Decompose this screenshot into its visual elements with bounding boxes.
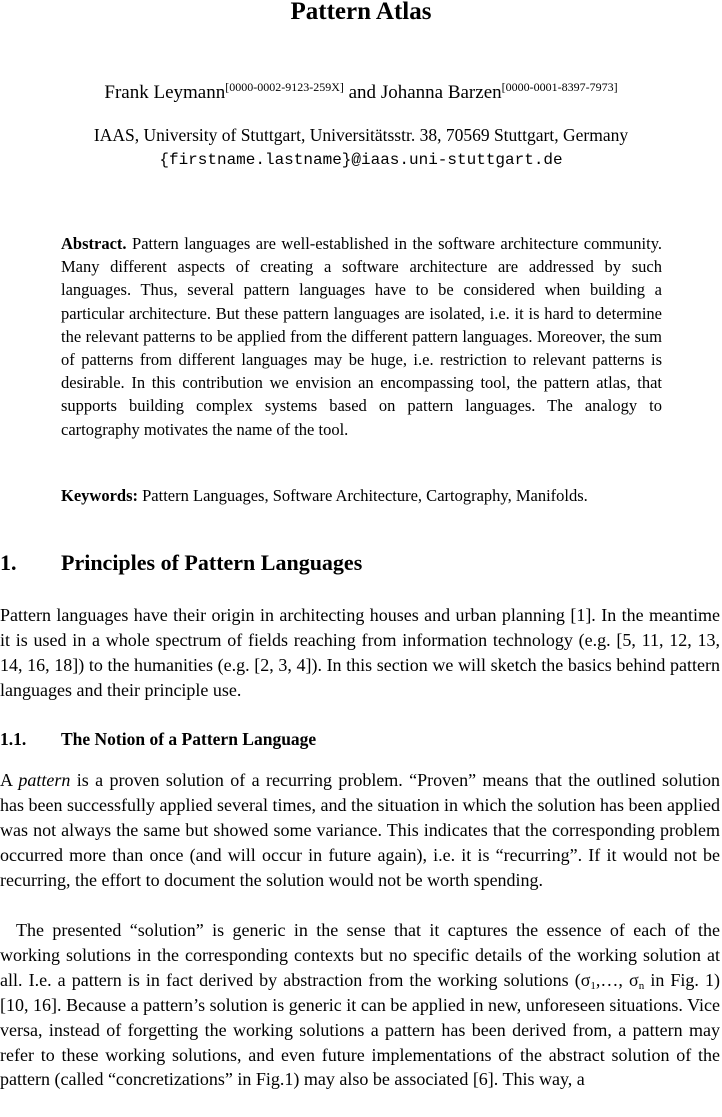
section-title: Principles of Pattern Languages <box>61 550 363 575</box>
abstract <box>61 232 662 441</box>
body-paragraph <box>0 918 720 1092</box>
paragraph-text: is a proven solution of a recurring problem. “Proven” means that the outlined solution has been successfully applied several times, and the situation in which the solution has been applied was not always the same but showed some variance. This indicates that the corresponding problem occurred more than once (and will occur in future again), i.e. it is “recurring”. If it would not be recurring, the effort to document the solution would not be worth spending. <box>0 770 720 890</box>
subsection-number: 1.1. <box>0 729 27 749</box>
body-paragraph <box>0 768 720 893</box>
abstract-label: Abstract. <box>61 234 127 253</box>
paragraph-text: ,…, σ <box>595 969 639 990</box>
section-number: 1. <box>0 550 17 575</box>
orcid-id: [0000-0001-8397-7973] <box>501 80 618 94</box>
keywords <box>61 484 681 507</box>
affiliation: IAAS, University of Stuttgart, Universitätsstr. 38, 70569 Stuttgart, Germany <box>93 125 629 145</box>
abstract-text: Pattern languages are well-established in the software architecture community. Many different aspects of creating a software architecture are addressed by such languages. Thus, several pattern languages have to be considered when building a particular architecture. But these pattern languages are isolated, i.e. it is hard to determine the relevant patterns to be applied from the different pattern languages. Moreover, the sum of patterns from different languages may be huge, i.e. restriction to relevant patterns is desirable. In this contribution we envision an encompassing tool, the pattern atlas, that supports building complex systems based on pattern languages. The analogy to cartography motivates the name of the tool. <box>61 234 662 439</box>
subscript: n <box>638 979 645 992</box>
paragraph-text: A <box>0 770 19 790</box>
subscript: 1 <box>590 979 596 992</box>
section-paragraph: Pattern languages have their origin in architecting houses and urban planning [1]. In the meantime it is used in a whole spectrum of fields reaching from information technology (e.g. [5, 11, 12, 13, 14, 16, 18]) to the humanities (e.g. [2, 3, 4]). In this section we will sketch the basics behind pattern languages and their principle use. <box>0 605 720 700</box>
subsection-title: The Notion of a Pattern Language <box>61 729 317 749</box>
paragraph-text: in Fig. 1) [10, 16]. Because a pattern’s solution is generic it can be applied in new, unforeseen situations. Vice versa, instead of forgetting the working solutions a pattern has been derived from, a pattern may refer to these working solutions, and even future implementations of the abstract solution of the pattern (called “concretizations” in Fig.1) may also be associated [6]. This way, a <box>0 969 721 1090</box>
paper-title: Pattern Atlas <box>290 0 432 25</box>
author-joiner: and <box>343 82 381 103</box>
author-email: {firstname.lastname}@iaas.uni-stuttgart.de <box>159 151 563 169</box>
author-name: Frank Leymann <box>104 82 226 103</box>
keywords-label: Keywords: <box>61 486 138 505</box>
orcid-id: [0000-0002-9123-259X] <box>225 80 344 94</box>
keywords-text: Pattern Languages, Software Architecture, Cartography, Manifolds. <box>138 486 588 505</box>
author-name: Johanna Barzen <box>380 82 502 103</box>
author-line <box>0 80 722 106</box>
paragraph-text: The presented “solution” is generic in the sense that it captures the essence of each of the working solutions in the corresponding contexts but no specific details of the working solution at all. I.e. a pattern is in fact derived by abstraction from the working solutions (σ <box>0 920 720 990</box>
emphasis-pattern: pattern <box>18 770 71 790</box>
